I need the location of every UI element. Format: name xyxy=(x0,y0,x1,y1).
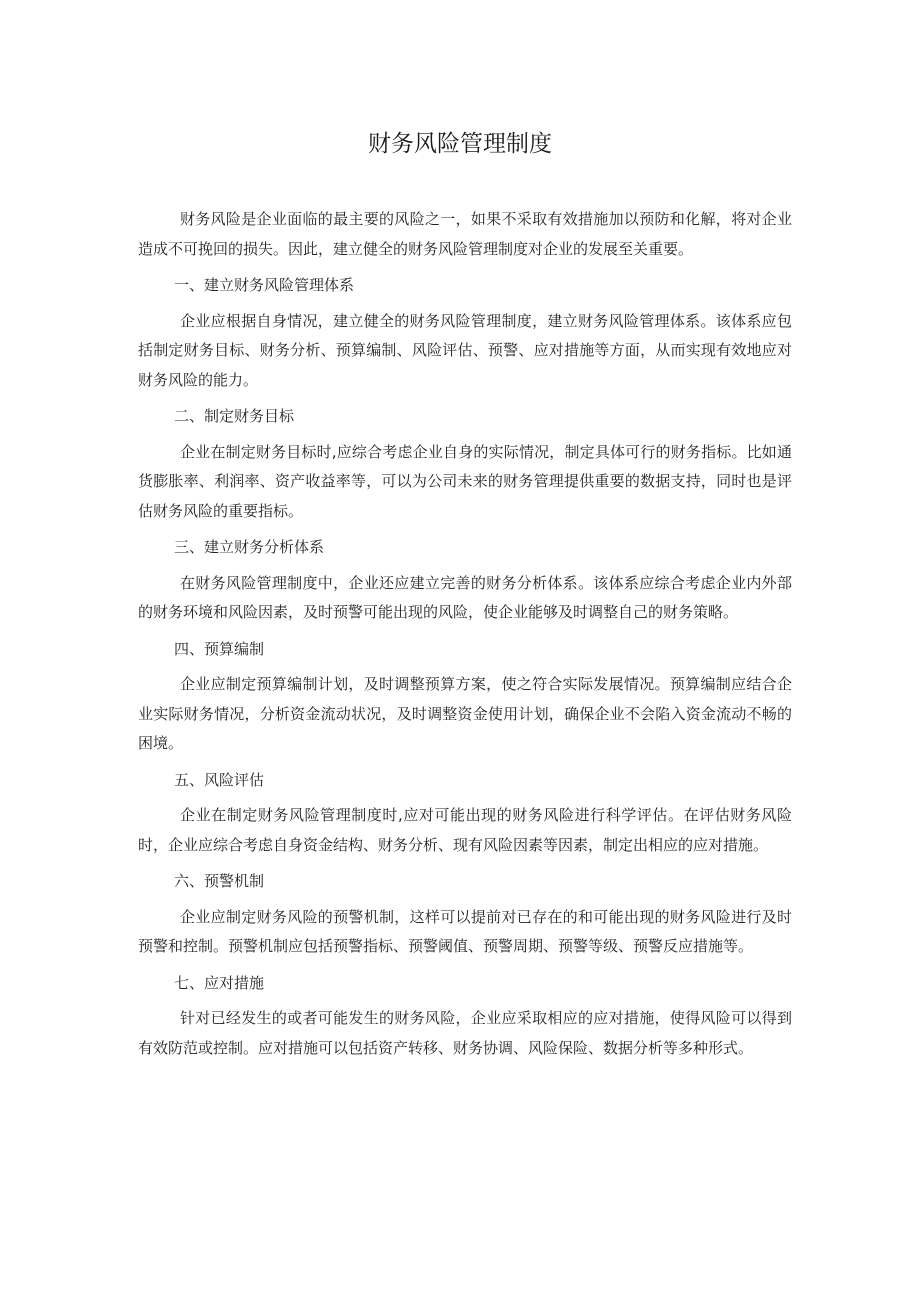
section-body-6: 企业应制定财务风险的预警机制，这样可以提前对已存在的和可能出现的财务风险进行及时预警和控制。预警机制应包括预警指标、预警阈值、预警周期、预警等级、预警反应措施等。 xyxy=(138,907,792,955)
section-heading-1: 一、建立财务风险管理体系 xyxy=(174,276,355,294)
section-body-3: 在财务风险管理制度中，企业还应建立完善的财务分析体系。该体系应综合考虑企业内外部的财务环境和风险因素，及时预警可能出现的风险，使企业能够及时调整自己的财务策略。 xyxy=(138,573,792,621)
section-body-1: 企业应根据自身情况，建立健全的财务风险管理制度，建立财务风险管理体系。该体系应包括制定财务目标、财务分析、预算编制、风险评估、预警、应对措施等方面，从而实现有效地应对财务风险的能力。 xyxy=(138,311,792,389)
document-body xyxy=(138,205,792,1063)
section-body-2: 企业在制定财务目标时,应综合考虑企业自身的实际情况，制定具体可行的财务指标。比如通货膨胀率、利润率、资产收益率等，可以为公司未来的财务管理提供重要的数据支持，同时也是评估财务风险的重要指标。 xyxy=(138,442,792,520)
section-heading-6: 六、预警机制 xyxy=(174,872,265,890)
section-heading-2: 二、制定财务目标 xyxy=(174,407,295,425)
section-heading-7: 七、应对措施 xyxy=(174,973,265,992)
section-body-7: 针对已经发生的或者可能发生的财务风险，企业应采取相应的应对措施，使得风险可以得到有效防范或控制。应对措施可以包括资产转移、财务协调、风险保险、数据分析等多种形式。 xyxy=(138,1009,792,1057)
section-body-5: 企业在制定财务风险管理制度时,应对可能出现的财务风险进行科学评估。在评估财务风险时，企业应综合考虑自身资金结构、财务分析、现有风险因素等因素，制定出相应的应对措施。 xyxy=(138,806,792,854)
section-heading-5: 五、风险评估 xyxy=(174,770,265,789)
document-title: 财务风险管理制度 xyxy=(368,131,552,157)
intro-paragraph: 财务风险是企业面临的最主要的风险之一，如果不采取有效措施加以预防和化解，将对企业造成不可挽回的损失。因此，建立健全的财务风险管理制度对企业的发展至关重要。 xyxy=(138,210,792,258)
section-heading-3: 三、建立财务分析体系 xyxy=(174,538,325,556)
section-heading-4: 四、预算编制 xyxy=(174,639,265,658)
section-body-4: 企业应制定预算编制计划，及时调整预算方案，使之符合实际发展情况。预算编制应结合企业实际财务情况，分析资金流动状况，及时调整资金使用计划，确保企业不会陷入资金流动不畅的困境。 xyxy=(138,675,792,752)
